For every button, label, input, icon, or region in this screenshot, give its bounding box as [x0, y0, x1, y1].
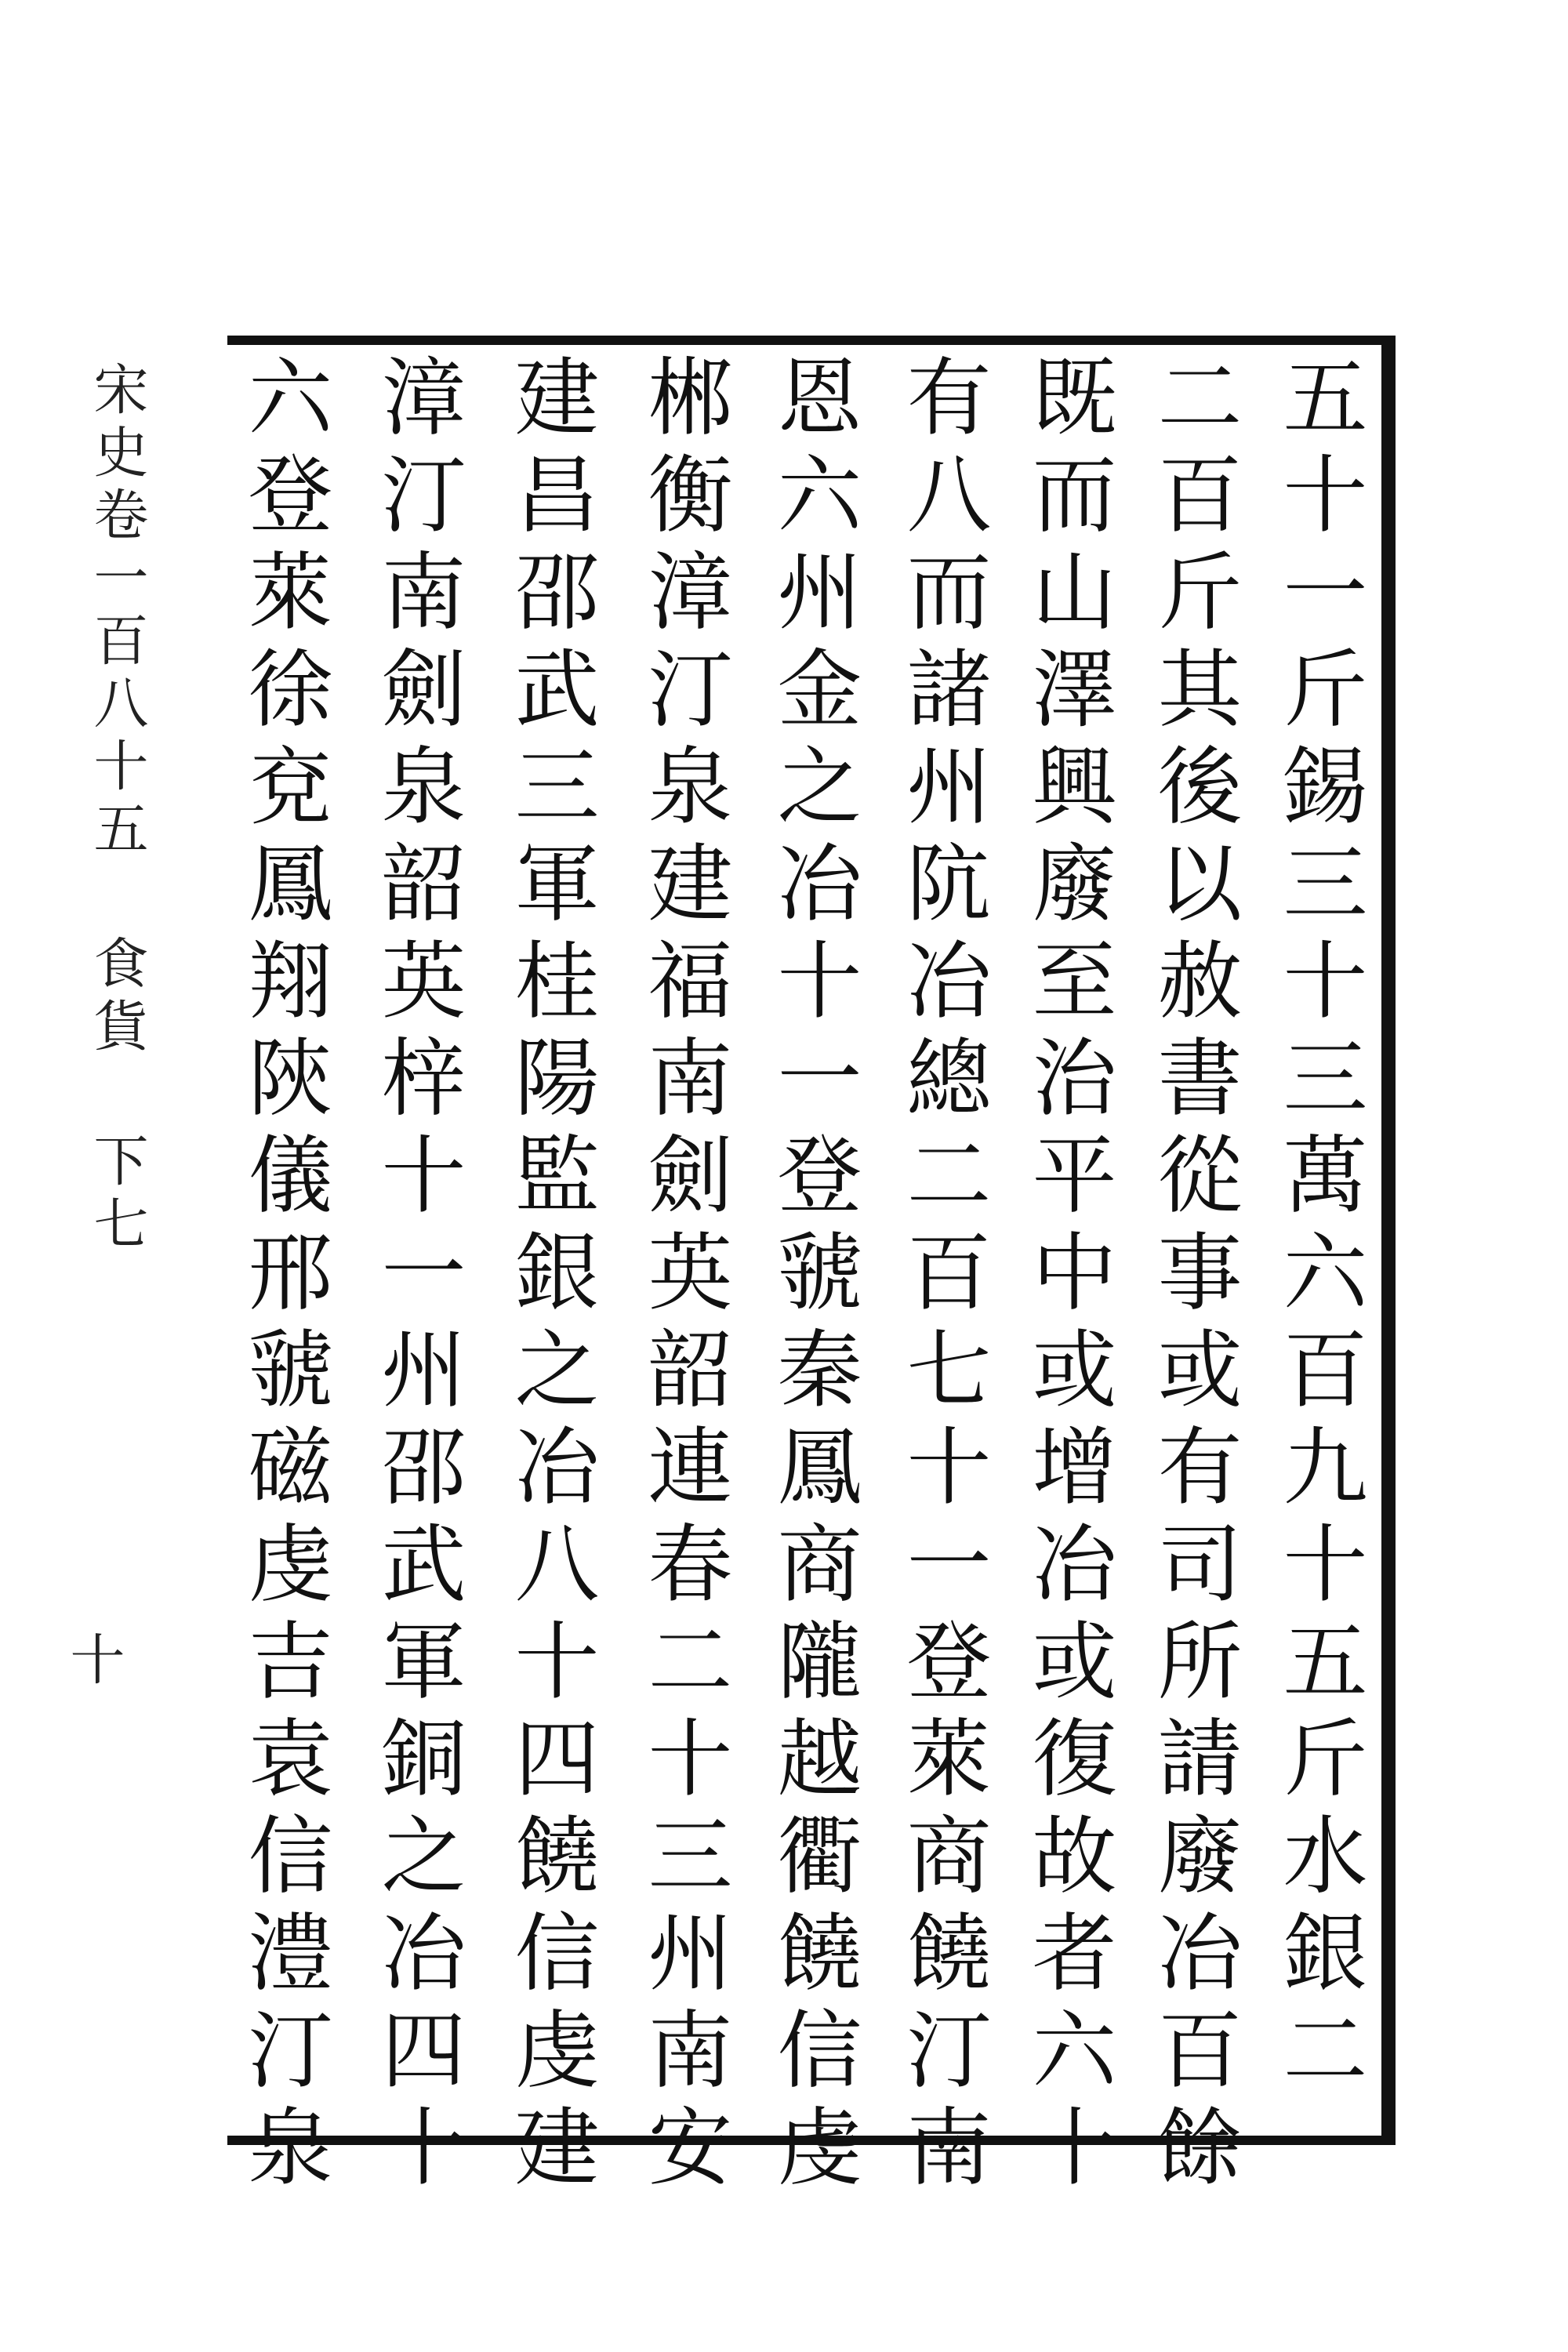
text-column-6: 郴衡漳汀泉建福南劍英韶連春二十三州南安 — [633, 353, 731, 2200]
text-column-8: 漳汀南劍泉韶英梓十一州邵武軍銅之冶四十 — [367, 353, 465, 2200]
margin-title: 宋史卷一百八十五 食貨 下七 — [85, 361, 149, 1258]
text-column-7: 建昌邵武三軍桂陽監銀之冶八十四饒信虔建 — [500, 353, 598, 2200]
text-column-3: 既而山澤興廢至治平中或增冶或復故者六十 — [1018, 353, 1116, 2200]
text-column-9: 六登萊徐兗鳳翔陝儀邢虢磁虔吉袁信澧汀泉 — [234, 353, 332, 2200]
text-column-2: 二百斤其後以赦書從事或有司所請廢冶百餘 — [1143, 353, 1241, 2200]
text-column-1: 五十一斤錫三十三萬六百九十五斤水銀二 — [1269, 353, 1367, 2103]
page-number: 十 — [61, 1631, 125, 1686]
text-column-5: 恩六州金之冶十一登虢秦鳳商隴越衢饒信虔 — [763, 353, 861, 2200]
text-column-4: 有八而諸州阬冶總二百七十一登萊商饒汀南 — [892, 353, 990, 2200]
